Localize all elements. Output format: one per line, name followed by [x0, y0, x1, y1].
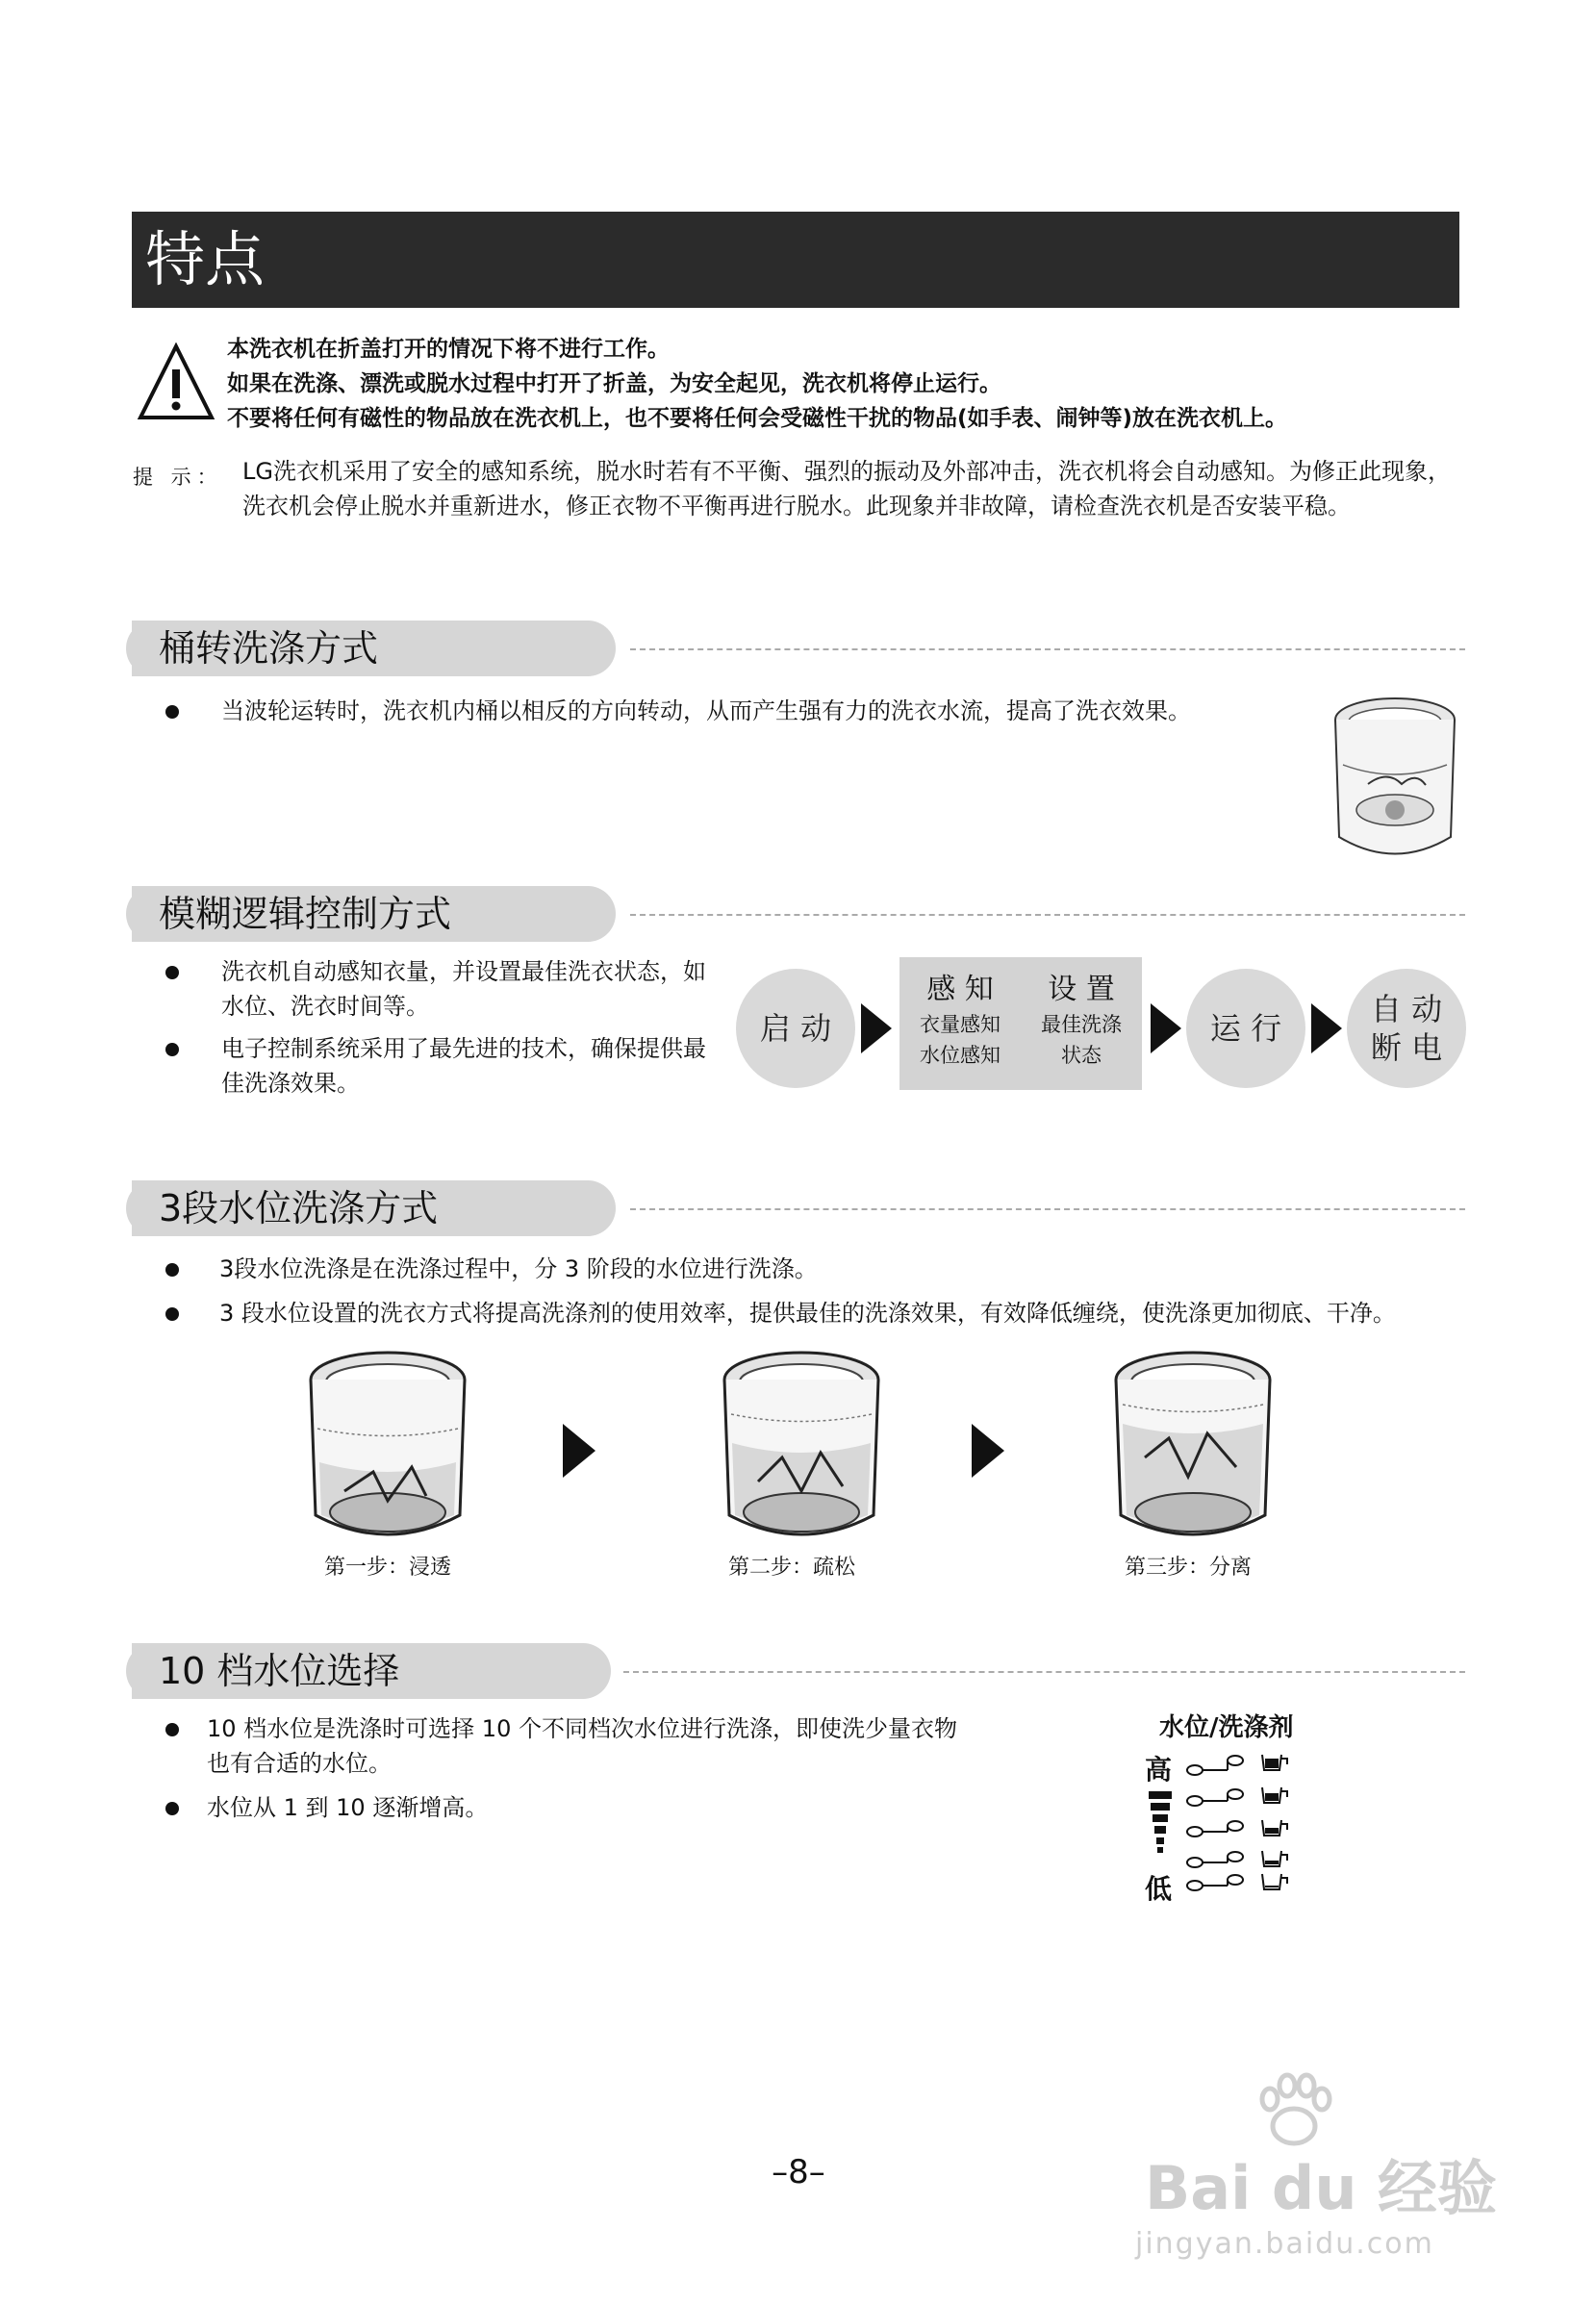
flow-arrow — [1311, 1003, 1342, 1053]
water-level-high-label: 高 — [1145, 1754, 1173, 1786]
warning-line-1: 本洗衣机在折盖打开的情况下将不进行工作。 — [227, 337, 670, 362]
section4-bullet-1: 10 档水位是洗涤时可选择 10 个不同档次水位进行洗涤，即使洗少量衣物也有合适的水位。 — [207, 1715, 957, 1777]
section-heading-three-level: 3段水位洗涤方式 — [132, 1180, 616, 1236]
step-arrow — [563, 1424, 595, 1478]
bullet-dot — [165, 1307, 179, 1321]
flow-sense-set-box — [899, 957, 1142, 1090]
watermark-url: jingyan.baidu.com — [1135, 2227, 1434, 2261]
flow-auto-off-line1: 自 动 — [1370, 991, 1443, 1027]
flow-sense-title: 感 知 — [926, 973, 994, 1006]
tub-illustration — [1330, 693, 1460, 862]
step-arrow — [972, 1424, 1004, 1478]
section2-bullet-1: 洗衣机自动感知衣量，并设置最佳洗衣状态，如水位、洗衣时间等。 — [221, 958, 706, 1020]
tub-step1-illustration — [306, 1347, 469, 1544]
flow-start: 启 动 — [736, 969, 855, 1088]
tub-step3-illustration — [1111, 1347, 1275, 1544]
flow-set-sub2: 状态 — [1061, 1044, 1102, 1067]
water-level-panel-title: 水位/洗涤剂 — [1159, 1713, 1294, 1742]
flow-set-title: 设 置 — [1048, 973, 1115, 1006]
section1-bullet-1: 当波轮运转时，洗衣机内桶以相反的方向转动，从而产生强有力的洗衣水流，提高了洗衣效果。 — [221, 697, 1191, 724]
section-divider — [630, 1208, 1465, 1210]
page-title: 特点 — [145, 224, 266, 294]
flow-arrow — [1151, 1003, 1181, 1053]
bullet-dot — [165, 966, 179, 979]
page-title-bar — [132, 212, 1459, 308]
bullet-dot — [165, 1802, 179, 1815]
bullet-dot — [165, 1043, 179, 1056]
section3-bullet-1: 3段水位洗涤是在洗涤过程中，分 3 阶段的水位进行洗涤。 — [219, 1255, 818, 1282]
water-level-low-label: 低 — [1145, 1873, 1173, 1905]
warning-line-3: 不要将任何有磁性的物品放在洗衣机上，也不要将任何会受磁性干扰的物品(如手表、闹钟等)放在洗衣机上。 — [227, 406, 1288, 431]
bullet-dot — [165, 1263, 179, 1277]
warning-icon — [137, 342, 215, 423]
flow-sense-sub2: 水位感知 — [920, 1044, 1001, 1067]
section-divider — [623, 1671, 1465, 1673]
section-heading-ten-level: 10 档水位选择 — [132, 1643, 611, 1699]
step3-caption: 第三步：分离 — [1124, 1556, 1252, 1580]
flow-run: 运 行 — [1186, 969, 1305, 1088]
flow-auto-off — [1347, 969, 1466, 1088]
section-divider — [630, 648, 1465, 650]
tip-label: 提 示： — [133, 466, 223, 489]
watermark-brand: Bai du 经验 — [1145, 2153, 1498, 2223]
tip-text: LG洗衣机采用了安全的感知系统，脱水时若有不平衡、强烈的振动及外部冲击，洗衣机将会自动感知。为修正此现象，洗衣机会停止脱水并重新进水，修正衣物不平衡再进行脱水。此现象并非故障，请检查洗衣机是否安装平稳。 — [242, 458, 1451, 519]
step1-caption: 第一步：浸透 — [323, 1556, 451, 1580]
section-heading-fuzzy-logic: 模糊逻辑控制方式 — [132, 886, 616, 942]
section-heading-tub-rotation: 桶转洗涤方式 — [132, 621, 616, 676]
flow-auto-off-line2: 断 电 — [1370, 1029, 1443, 1066]
warning-line-2: 如果在洗涤、漂洗或脱水过程中打开了折盖，为安全起见，洗衣机将停止运行。 — [227, 371, 1001, 396]
section4-bullet-2: 水位从 1 到 10 逐渐增高。 — [207, 1794, 489, 1821]
bullet-dot — [165, 1723, 179, 1736]
flow-set-sub1: 最佳洗涤 — [1041, 1013, 1122, 1036]
water-level-indicator — [1147, 1741, 1320, 1895]
section2-bullet-2: 电子控制系统采用了最先进的技术，确保提供最佳洗涤效果。 — [221, 1035, 706, 1097]
bullet-dot — [165, 705, 179, 719]
section3-bullet-2: 3 段水位设置的洗衣方式将提高洗涤剂的使用效率，提供最佳的洗涤效果，有效降低缠绕，使洗涤更加彻底、干净。 — [219, 1300, 1396, 1327]
tub-step2-illustration — [720, 1347, 883, 1544]
step2-caption: 第二步：疏松 — [727, 1556, 855, 1580]
page-number: –8– — [772, 2153, 825, 2191]
flow-arrow — [861, 1003, 892, 1053]
flow-sense-sub1: 衣量感知 — [920, 1013, 1001, 1036]
section-divider — [630, 914, 1465, 916]
